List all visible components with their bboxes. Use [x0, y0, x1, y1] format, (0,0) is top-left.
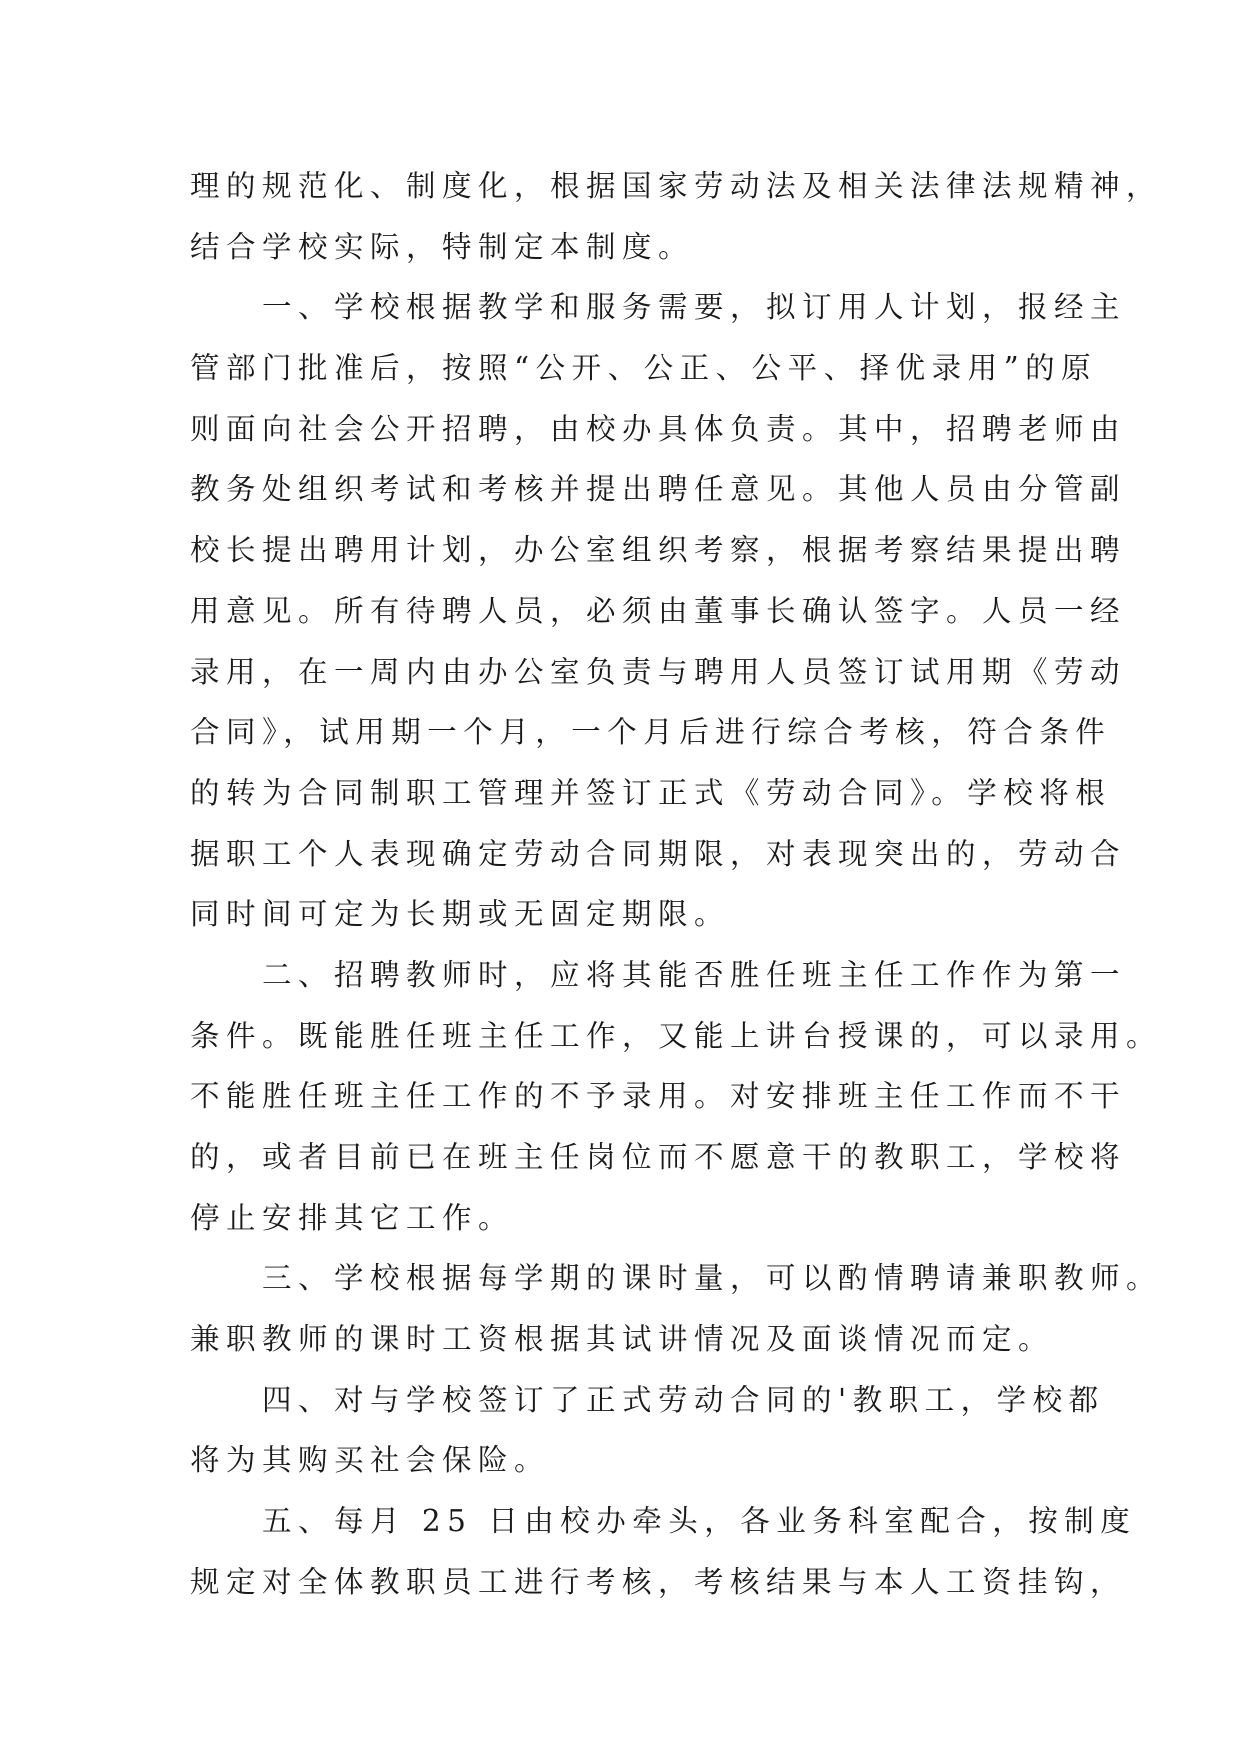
text-line: 用意见。所有待聘人员，必须由董事长确认签字。人员一经: [190, 593, 1127, 628]
text-line: 录用，在一周内由办公室负责与聘用人员签订试用期《劳动: [190, 654, 1127, 689]
text-line: 理的规范化、制度化，根据国家劳动法及相关法律法规精神，: [190, 169, 1163, 203]
text-line: 校长提出聘用计划，办公室组织考察，根据考察结果提出聘: [190, 533, 1127, 568]
text-line: 管部门批准后，按照“公开、公正、公平、择优录用”的原: [190, 351, 1098, 386]
text-line: 的转为合同制职工管理并签订正式《劳动合同》。学校将根: [190, 775, 1112, 810]
text-line: 的，或者目前已在班主任岗位而不愿意干的教职工，学校将: [190, 1140, 1127, 1174]
paragraph-3-start: 三、学校根据每学期的课时量，可以酌情聘请兼职教师。: [262, 1261, 1163, 1296]
text-line: 将为其购买社会保险。: [190, 1443, 551, 1478]
paragraph-2-start: 二、招聘教师时，应将其能否胜任班主任工作作为第一: [262, 957, 1127, 992]
text-line: 停止安排其它工作。: [190, 1200, 515, 1235]
text-line: 教务处组织考试和考核并提出聘任意见。其他人员由分管副: [190, 472, 1127, 507]
text-line: 兼职教师的课时工资根据其试讲情况及面谈情况而定。: [190, 1322, 1055, 1357]
text-line: 结合学校实际，特制定本制度。: [190, 229, 695, 264]
text-line: 据职工个人表现确定劳动合同期限，对表现突出的，劳动合: [190, 836, 1127, 871]
paragraph-4-start: 四、对与学校签订了正式劳动合同的'教职工，学校都: [262, 1382, 1105, 1417]
paragraph-5-start: 五、每月 25 日由校办牵头，各业务科室配合，按制度: [262, 1504, 1137, 1539]
text-line: 同时间可定为长期或无固定期限。: [190, 897, 731, 932]
paragraph-1-start: 一、学校根据教学和服务需要，拟订用人计划，报经主: [262, 290, 1127, 325]
text-line: 合同》，试用期一个月，一个月后进行综合考核，符合条件: [190, 715, 1112, 750]
text-line: 规定对全体教职员工进行考核，考核结果与本人工资挂钩，: [190, 1564, 1127, 1599]
text-line: 则面向社会公开招聘，由校办具体负责。其中，招聘老师由: [190, 411, 1127, 446]
text-line: 不能胜任班主任工作的不予录用。对安排班主任工作而不干: [190, 1079, 1127, 1114]
text-line: 条件。既能胜任班主任工作，又能上讲台授课的，可以录用。: [190, 1018, 1163, 1053]
document-body: [190, 156, 1163, 1613]
